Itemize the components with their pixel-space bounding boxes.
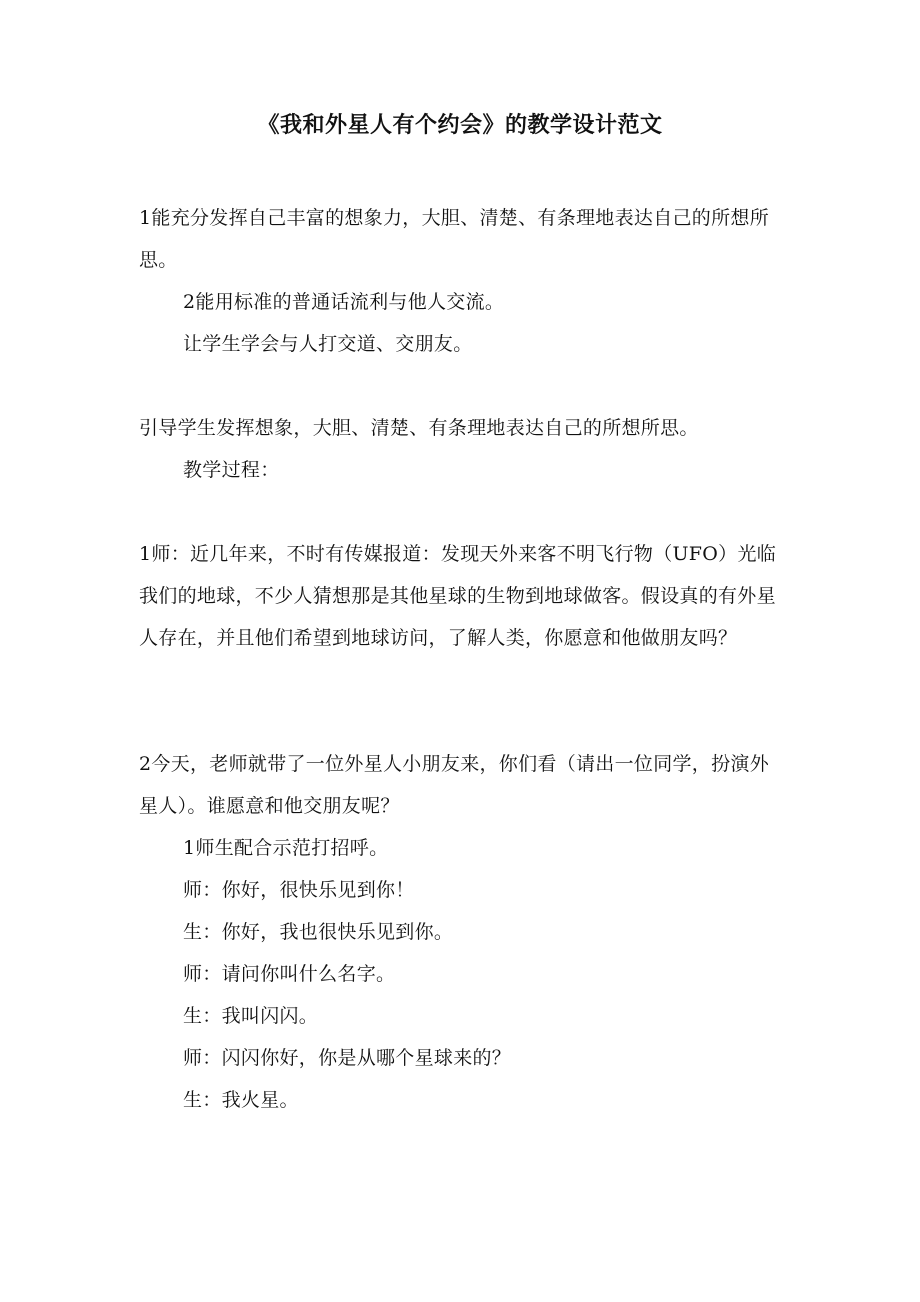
paragraph-objective-3: 让学生学会与人打交道、交朋友。 bbox=[183, 333, 473, 355]
paragraph-step-1: 1师：近几年来，不时有传媒报道：发现天外来客不明飞行物（UFO）光临我们的地球，不少人猜想那是其他星球的生物到地球做客。假设真的有外星人存在，并且他们希望到地球访问，了解人类，你愿意和他做朋友吗？ bbox=[139, 543, 777, 649]
dialogue-line: 师：闪闪你好，你是从哪个星球来的？ bbox=[183, 1047, 512, 1069]
paragraph-objective-1: 1能充分发挥自己丰富的想象力，大胆、清楚、有条理地表达自己的所想所思。 bbox=[139, 207, 769, 271]
document-title: 《我和外星人有个约会》的教学设计范文 bbox=[257, 112, 663, 138]
dialogue-line: 生：我火星。 bbox=[183, 1089, 299, 1111]
paragraph-key-point: 引导学生发挥想象，大胆、清楚、有条理地表达自己的所想所思。 bbox=[139, 417, 699, 439]
paragraph-demo-greeting: 1师生配合示范打招呼。 bbox=[183, 837, 389, 859]
paragraph-objective-2: 2能用标准的普通话流利与他人交流。 bbox=[183, 291, 505, 313]
paragraph-step-2: 2今天，老师就带了一位外星人小朋友来，你们看（请出一位同学，扮演外星人）。谁愿意和他交朋友呢？ bbox=[139, 753, 769, 817]
dialogue-line: 师：你好，很快乐见到你！ bbox=[183, 879, 415, 901]
dialogue-line: 师：请问你叫什么名字。 bbox=[183, 963, 396, 985]
dialogue-line: 生：你好，我也很快乐见到你。 bbox=[183, 921, 454, 943]
paragraph-process-heading: 教学过程： bbox=[183, 459, 280, 481]
dialogue-line: 生：我叫闪闪。 bbox=[183, 1005, 319, 1027]
